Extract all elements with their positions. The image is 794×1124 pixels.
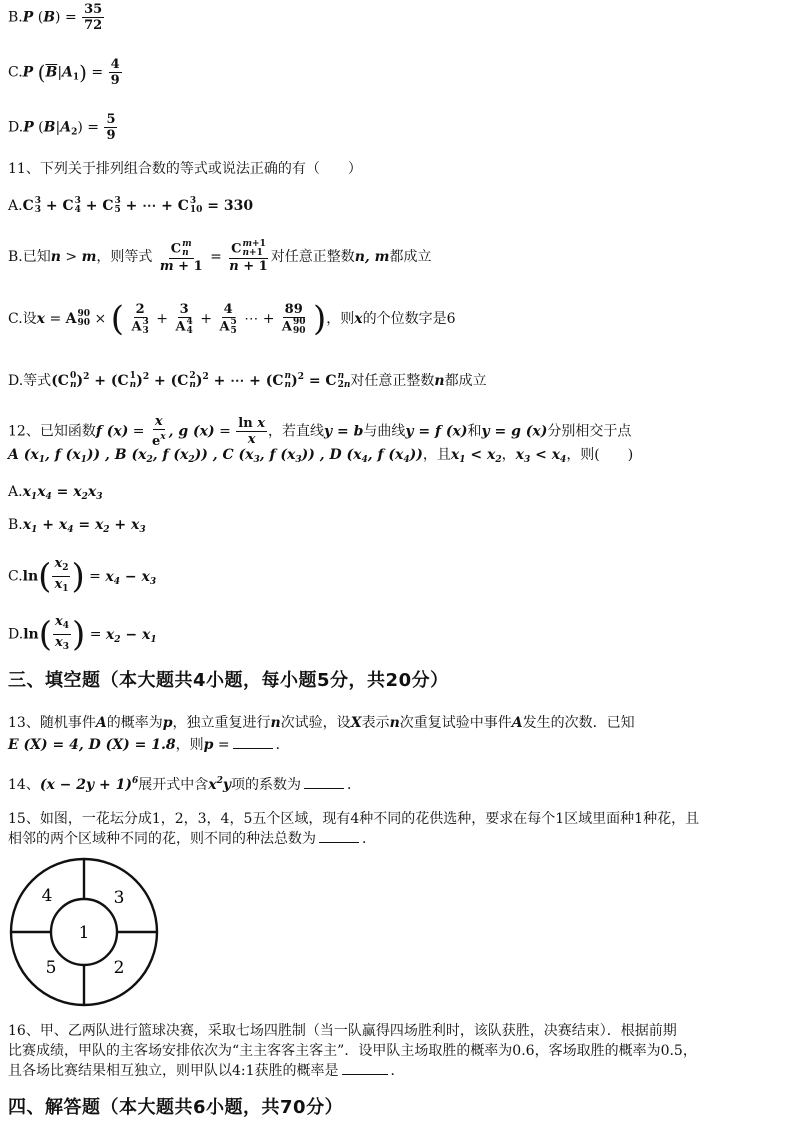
option-label: B. xyxy=(8,9,23,26)
q12-points: A ($x_1$, f $(x_1)$) , B ($x_2$, f $(x_2)$) , C ($x_3$, f $(x_3)$) , D ($x_4$, f $(x_4)$)，且$x_1 < x_2$，$x_3 < x_4$，则( ) xyxy=(8,447,634,465)
fraction: $\frac{x_4}{x_3}$ xyxy=(54,614,69,652)
fraction: 4 A 5 5 xyxy=(219,302,237,336)
q10-option-c: C.P $(\overline{B}|A_1)$ = $\frac{4}{9}$ xyxy=(8,57,120,88)
q13-line1: 13、随机事件A的概率为p，独立重复进行n次试验，设X表示n次重复试验中事件A发生的次数．已知 xyxy=(8,715,635,731)
q10-option-d: D.P $(B|A_2)$ = $\frac{5}{9}$ xyxy=(8,112,116,143)
fraction: $\frac{35}{72}$ xyxy=(84,2,103,33)
q11-option-a: A.C 3 3 + C 3 4 + C 3 5 + ⋯ + C 3 10 = 330 xyxy=(8,196,254,215)
q16-line2: 比赛成绩，甲队的主客场安排依次为“主主客客主客主”．设甲队主场取胜的概率为0.6，客场取胜的概率为0.5， xyxy=(8,1043,697,1059)
q12-option-d: D.ln( $\frac{x_4}{x_3}$ ) = $x_2 - x_1$ xyxy=(8,614,157,655)
q16-line3: 且各场比赛结果相互独立，则甲队以4:1获胜的概率是 ． xyxy=(8,1063,405,1079)
answer-blank[interactable] xyxy=(304,776,344,789)
q10-option-b: B.P (B) = $\frac{35}{72}$ xyxy=(8,2,103,33)
q16-line1: 16、甲、乙两队进行篮球决赛，采取七场四胜制（当一队赢得四场胜利时，该队获胜，决赛结束）．根据前期 xyxy=(8,1023,677,1039)
q11-option-d: D.等式(C 0 n )$^2$ + (C 1 n )$^2$ + (C 2 n )$^2$ + ⋯ + (C n n )$^2$ = C n 2n 对任意正整数n都成立 xyxy=(8,371,487,390)
q11-option-c: C.设x = A 90 90 × ( 2 A 3 3 + 3 A 4 4 + 4 A 5 5 ⋯ + 89 A 90 90 )，则x的个位数字是6 xyxy=(8,299,456,339)
q11-stem: 11、下列关于排列组合数的等式或说法正确的有（ ） xyxy=(8,161,362,177)
section-heading-solutions: 四、解答题（本大题共6小题，共70分） xyxy=(8,1097,344,1118)
fraction: 2 A 3 3 xyxy=(131,302,149,336)
region-label-2: 2 xyxy=(113,958,125,978)
region-label-1: 1 xyxy=(78,923,90,943)
fraction: $\frac{5}{9}$ xyxy=(106,112,116,143)
fraction: $\frac{\text{ln x}}{x}$ xyxy=(238,416,265,447)
q11-option-b: B.已知n > m，则等式 C m n m + 1 = C m+1 n+1 n + 1 对任意正整数n, m都成立 xyxy=(8,239,432,274)
region-label-3: 3 xyxy=(113,888,125,908)
fraction: C m+1 n+1 n + 1 xyxy=(229,239,268,274)
flower-bed-diagram xyxy=(9,857,159,1007)
answer-blank[interactable] xyxy=(233,736,273,749)
section-heading-fill-in: 三、填空题（本大题共4小题，每小题5分，共20分） xyxy=(8,670,449,691)
fraction: $\frac{x}{e^x}$ xyxy=(151,414,166,449)
fraction: C m n m + 1 xyxy=(159,239,203,274)
option-label: C. xyxy=(8,64,23,81)
q12-option-b: $B.x_1 + x_4 = x_2 + x_3$ xyxy=(8,517,146,535)
q12-option-c: C.ln( $\frac{x_2}{x_1}$ ) = $x_4 - x_3$ xyxy=(8,556,157,597)
q14: 14、$(x - 2y + 1)^6$展开式中含$x^2y$项的系数为 ． xyxy=(8,776,362,793)
fraction: $\frac{x_2}{x_1}$ xyxy=(54,556,69,594)
region-label-5: 5 xyxy=(45,958,57,978)
q12-stem: 12、已知函数f (x) = $\frac{x}{e^x}$ , g (x) = $\frac{\text{ln x}}{x}$ ，若直线y = b与曲线y = f (x)和y = g (x)分别相交于点 xyxy=(8,414,632,449)
answer-blank[interactable] xyxy=(342,1062,388,1075)
answer-blank[interactable] xyxy=(319,830,359,843)
region-label-4: 4 xyxy=(41,886,53,906)
q15-line1: 15、如图，一花坛分成1，2，3，4，5五个区域，现有4种不同的花供选种，要求在每个1区域里面种1种花，且 xyxy=(8,811,700,827)
fraction: $\frac{4}{9}$ xyxy=(110,57,120,88)
fraction: 89 A 90 90 xyxy=(281,302,306,336)
q12-option-a: $A.x_1x_4 = x_2x_3$ xyxy=(8,484,103,502)
q15-line2: 相邻的两个区域种不同的花，则不同的种法总数为 ． xyxy=(8,831,376,847)
fraction: 3 A 4 4 xyxy=(175,302,193,336)
q13-line2: E (X) = 4, D (X) = 1.8，则p = ． xyxy=(8,737,290,753)
option-label: D. xyxy=(8,119,24,136)
